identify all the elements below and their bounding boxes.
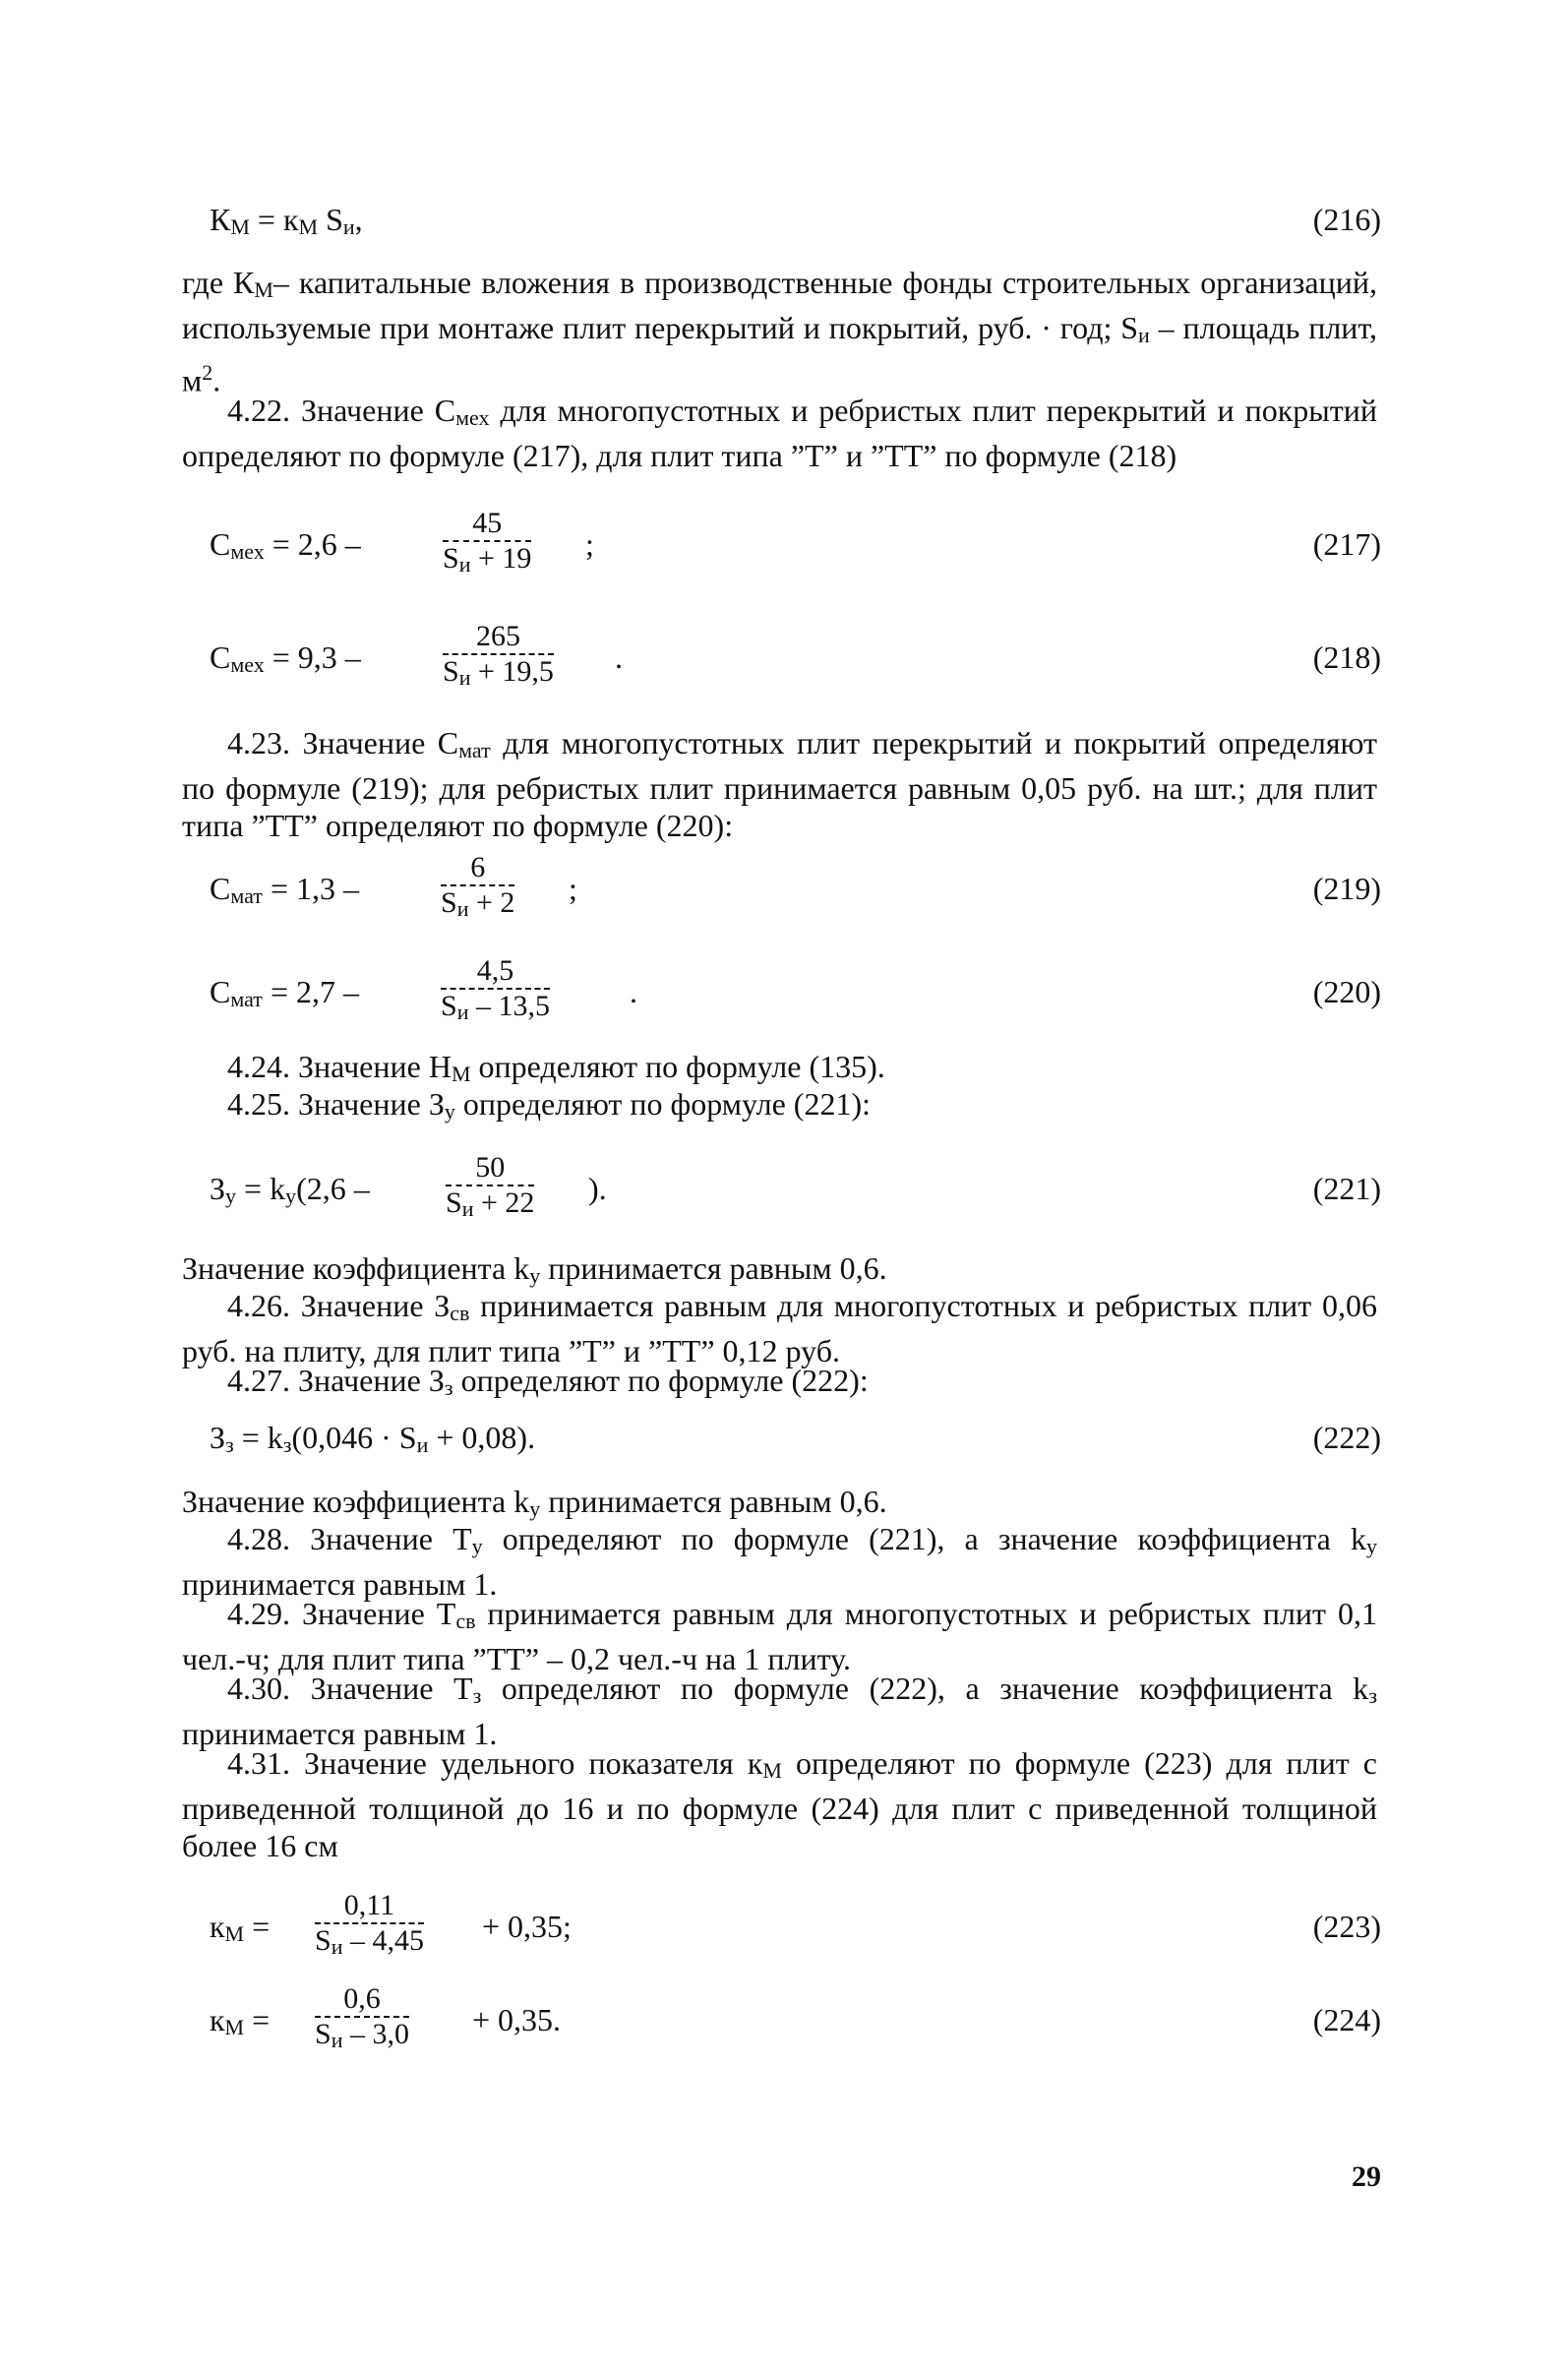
formula-subscript: з: [225, 1432, 234, 1457]
formula-number-219: (219): [1312, 871, 1381, 906]
paragraph-text: принимается равным 0,6.: [540, 1484, 887, 1519]
formula-subscript: и: [456, 1000, 469, 1024]
formula-221-fraction: [446, 1151, 534, 1226]
fraction-numerator: 50: [446, 1151, 534, 1186]
fraction-denominator: [443, 655, 554, 695]
paragraph-4-26: [182, 1287, 1377, 1369]
paragraph-text: Значение коэффициента k: [182, 1484, 530, 1519]
paragraph-text: Значение коэффициента k: [182, 1250, 530, 1286]
paragraph-subscript: у: [444, 1099, 455, 1124]
formula-text: S: [318, 202, 343, 237]
paragraph-subscript: М: [762, 1758, 782, 1783]
formula-number-223: (223): [1312, 1909, 1381, 1944]
formula-text: = к: [249, 202, 299, 237]
formula-text: (2,6 –: [296, 1171, 370, 1206]
paragraph-4-31: [182, 1744, 1377, 1864]
paragraph-subscript: у: [471, 1534, 483, 1558]
paragraph-text: определяют по формуле (222):: [452, 1363, 869, 1398]
formula-224-after: + 0,35.: [472, 2002, 562, 2037]
formula-text: + 0,08).: [428, 1420, 536, 1455]
formula-subscript: М: [298, 214, 319, 239]
formula-text: = k: [236, 1171, 286, 1206]
fraction-denominator: [441, 990, 550, 1029]
paragraph-subscript: мат: [458, 738, 491, 762]
formula-text: S: [443, 655, 459, 688]
formula-subscript: М: [224, 1921, 245, 1946]
formula-number-218: (218): [1312, 639, 1381, 675]
paragraph-subscript: св: [450, 1301, 470, 1325]
formula-221-lhs: [210, 1171, 370, 1209]
formula-216: [210, 202, 363, 240]
formula-224-lhs: [210, 2002, 270, 2040]
formula-text: к: [210, 1909, 225, 1944]
formula-217-after: ;: [585, 526, 594, 562]
formula-subscript: у: [285, 1184, 297, 1208]
formula-number-224: (224): [1312, 2002, 1381, 2037]
formula-218-fraction: [443, 620, 554, 695]
paragraph-text: 4.24. Значение Н: [227, 1049, 452, 1084]
formula-number-221: (221): [1312, 1171, 1381, 1206]
formula-text: ,: [354, 202, 363, 237]
paragraph-4-23: [182, 724, 1377, 844]
formula-number-220: (220): [1312, 974, 1381, 1009]
paragraph-4-25: [182, 1085, 1377, 1130]
fraction-denominator: [446, 1186, 534, 1226]
paragraph-text: 4.29. Значение Т: [227, 1596, 456, 1631]
formula-text: (0,046 · S: [291, 1420, 417, 1455]
paragraph-text: принимается равным 1.: [182, 1566, 498, 1602]
paragraph-text: определяют по формуле (221), а значение коэффициента k: [482, 1521, 1367, 1556]
paragraph-text: 4.28. Значение Т: [227, 1521, 472, 1556]
formula-subscript: мат: [230, 883, 263, 908]
paragraph-text: 4.22. Значение С: [227, 393, 456, 428]
formula-text: к: [210, 2002, 225, 2037]
formula-subscript: мат: [230, 987, 263, 1011]
page-number: 29: [1352, 2160, 1381, 2193]
formula-text: = 9,3 –: [264, 639, 361, 675]
formula-text: + 19,5: [470, 655, 554, 688]
formula-subscript: М: [230, 214, 250, 239]
paragraph-subscript: з: [444, 1375, 453, 1400]
paragraph-text: 4.26. Значение З: [227, 1288, 451, 1323]
formula-218-lhs: [210, 639, 361, 678]
paragraph-4-30: [182, 1670, 1377, 1752]
formula-subscript: у: [225, 1184, 237, 1208]
paragraph-text: 4.25. Значение З: [227, 1086, 445, 1122]
formula-number-216: (216): [1312, 202, 1381, 237]
paragraph-text: где К: [182, 265, 255, 300]
formula-number-222: (222): [1312, 1420, 1381, 1455]
formula-text: С: [210, 526, 231, 562]
formula-text: К: [210, 202, 231, 237]
formula-subscript: и: [331, 1934, 343, 1959]
formula-text: – 4,45: [342, 1924, 424, 1957]
formula-text: = k: [233, 1420, 283, 1455]
fraction-numerator: 6: [441, 851, 514, 886]
fraction-denominator: [315, 2018, 409, 2057]
paragraph-subscript: и: [1138, 323, 1150, 347]
formula-subscript: з: [282, 1432, 292, 1457]
paragraph-text: 4.23. Значение С: [227, 725, 459, 760]
paragraph-4-28: [182, 1520, 1377, 1603]
fraction-denominator: [315, 1924, 424, 1964]
formula-text: + 22: [473, 1186, 535, 1219]
formula-text: + 2: [468, 886, 515, 919]
formula-219-fraction: [441, 851, 514, 926]
paragraph-definitions: [182, 264, 1377, 399]
formula-text: С: [210, 639, 231, 675]
paragraph-4-27: [182, 1362, 1377, 1407]
formula-text: С: [210, 871, 231, 906]
formula-subscript: и: [458, 665, 471, 690]
paragraph-text: определяют по формуле (223) для плит с приведенной толщиной до 16 и по формуле (224) для плит с приведенной толщиной более 16 см: [182, 1745, 1378, 1863]
fraction-numerator: 4,5: [441, 954, 550, 990]
formula-220-after: .: [630, 974, 637, 1009]
formula-223-fraction: [315, 1889, 424, 1964]
paragraph-text: .: [212, 362, 221, 398]
paragraph-text: принимается равным 1.: [182, 1716, 498, 1751]
paragraph-subscript: св: [455, 1609, 476, 1633]
formula-subscript: и: [342, 214, 355, 239]
paragraph-text: для многопустотных и ребристых плит перекрытий и покрытий определяют по формуле (217), для плит типа ”Т” и ”ТТ” по формуле (218): [182, 393, 1378, 473]
formula-text: = 2,6 –: [264, 526, 361, 562]
formula-text: S: [441, 990, 457, 1022]
paragraph-subscript: мех: [455, 405, 490, 430]
paragraph-text: – капитальные вложения в производственные фонды строительных организаций, используемые при монтаже плит перекрытий и покрытий, руб. · год; S: [182, 265, 1378, 345]
paragraph-subscript: М: [254, 277, 273, 302]
formula-217-lhs: [210, 526, 361, 565]
formula-text: З: [210, 1420, 226, 1455]
paragraph-subscript: у: [529, 1263, 541, 1288]
paragraph-4-22: [182, 392, 1377, 474]
paragraph-subscript: з: [472, 1683, 482, 1708]
formula-subscript: мех: [230, 652, 265, 677]
formula-text: = 2,7 –: [262, 974, 359, 1009]
formula-subscript: и: [461, 1196, 474, 1221]
formula-subscript: и: [456, 896, 469, 921]
formula-223-after: + 0,35;: [482, 1909, 572, 1944]
formula-217-fraction: [443, 507, 531, 581]
fraction-numerator: 265: [443, 620, 554, 655]
paragraph-subscript: у: [529, 1496, 541, 1521]
paragraph-text: 4.30. Значение Т: [227, 1671, 473, 1706]
formula-text: З: [210, 1171, 226, 1206]
formula-224-fraction: [315, 1982, 409, 2057]
paragraph-4-29: [182, 1595, 1377, 1677]
paragraph-superscript: 2: [202, 360, 213, 385]
formula-text: С: [210, 974, 231, 1009]
formula-text: – 3,0: [342, 2018, 409, 2050]
formula-subscript: и: [458, 552, 471, 577]
paragraph-text: принимается равным 0,6.: [540, 1250, 887, 1286]
paragraph-text: определяют по формуле (221):: [454, 1086, 871, 1122]
fraction-denominator: [443, 542, 531, 581]
formula-219-after: ;: [569, 871, 577, 906]
formula-222: [210, 1420, 535, 1458]
formula-text: S: [441, 886, 457, 919]
paragraph-text: определяют по формуле (135).: [470, 1049, 885, 1084]
formula-text: – 13,5: [468, 990, 550, 1022]
fraction-denominator: [441, 886, 514, 926]
formula-221-after: ).: [588, 1171, 607, 1206]
formula-subscript: мех: [230, 539, 265, 564]
formula-219-lhs: [210, 871, 359, 909]
formula-text: S: [315, 1924, 332, 1957]
paragraph-subscript: з: [1368, 1683, 1378, 1708]
paragraph-text: для многопустотных плит перекрытий и покрытий определяют по формуле (219); для ребристых плит принимается равным 0,05 руб. на шт.; для плит типа ”ТТ” определяют по формуле (220):: [182, 725, 1378, 843]
paragraph-text: – площадь плит, м: [182, 310, 1378, 398]
paragraph-subscript: у: [1366, 1534, 1378, 1558]
formula-text: S: [446, 1186, 462, 1219]
fraction-numerator: 0,11: [315, 1889, 424, 1924]
paragraph-text: определяют по формуле (222), а значение коэффициента k: [481, 1671, 1369, 1706]
formula-text: S: [315, 2018, 332, 2050]
formula-number-217: (217): [1312, 526, 1381, 562]
paragraph-subscript: М: [451, 1062, 471, 1086]
formula-text: + 19: [470, 542, 532, 575]
formula-subscript: М: [224, 2015, 245, 2039]
formula-text: S: [443, 542, 459, 575]
formula-220-fraction: [441, 954, 550, 1029]
paragraph-text: 4.31. Значение удельного показателя к: [227, 1745, 763, 1781]
formula-text: = 1,3 –: [262, 871, 359, 906]
fraction-numerator: 0,6: [315, 1982, 409, 2018]
fraction-numerator: 45: [443, 507, 531, 542]
formula-223-lhs: [210, 1909, 270, 1947]
paragraph-text: принимается равным для многопустотных и ребристых плит 0,06 руб. на плиту, для плит типа ”Т” и ”ТТ” 0,12 руб.: [182, 1288, 1377, 1368]
paragraph-text: принимается равным для многопустотных и ребристых плит 0,1 чел.-ч; для плит типа ”ТТ” – 0,2 чел.-ч на 1 плиту.: [182, 1596, 1378, 1676]
formula-text: =: [244, 2002, 271, 2037]
formula-subscript: и: [331, 2028, 343, 2052]
formula-text: =: [244, 1909, 271, 1944]
formula-subscript: и: [416, 1432, 429, 1457]
paragraph-text: 4.27. Значение З: [227, 1363, 445, 1398]
formula-220-lhs: [210, 974, 359, 1012]
formula-218-after: .: [615, 639, 623, 675]
